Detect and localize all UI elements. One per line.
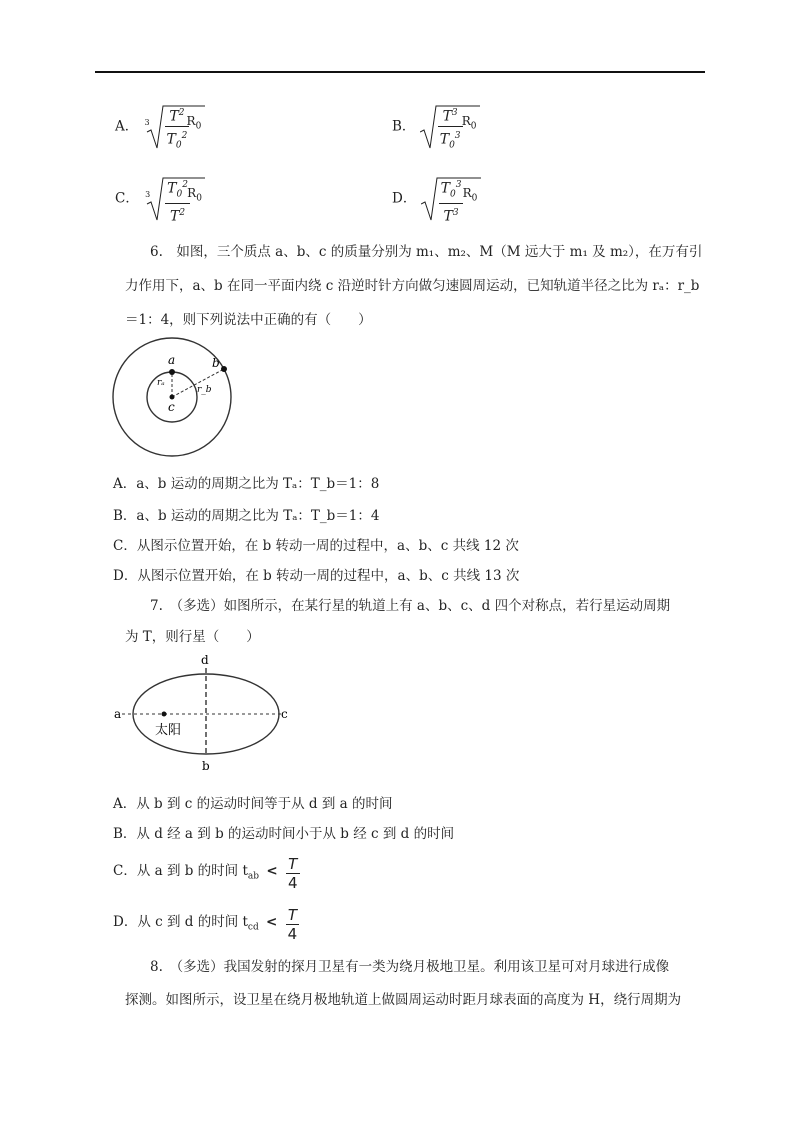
q8-stem-line2: 探测。如图所示，设卫星在绕月极地轨道上做圆周运动时距月球表面的高度为 H，绕行周期为 <box>125 992 682 1008</box>
label-a: a <box>114 707 122 721</box>
label-c: c <box>281 707 288 721</box>
point-b <box>221 366 227 372</box>
q7-option-c: C．从 a 到 b 的时间 $t_{ab}$ < $\frac{T}{4}$ <box>113 855 298 892</box>
q6-stem-line2: 力作用下，a、b 在同一平面内绕 c 沿逆时针方向做匀速圆周运动，已知轨道半径之比为 rₐ：r_b <box>125 278 700 294</box>
header-rule <box>95 71 705 73</box>
sun-point <box>162 712 167 717</box>
q6-stem-line1: 6. 如图，三个质点 a、b、c 的质量分别为 m₁、m₂、M（M 远大于 m₁ 及 m₂），在万有引 <box>150 244 703 260</box>
label-b: b <box>212 356 220 370</box>
q7-stem-line1: 7. （多选）如图所示，在某行星的轨道上有 a、b、c、d 四个对称点，若行星运动周期 <box>150 598 671 614</box>
q7-option-d: D．从 c 到 d 的时间 $t_{cd}$ < $\frac{T}{4}$ <box>113 906 298 943</box>
q6-orbit-figure <box>110 335 240 460</box>
q5-option-c: C． 3 $T_0^2$ $T^2$ $R_0$ <box>115 176 205 222</box>
q5-option-a: A． 3 $T^2$ $T_0^2$ $R_0$ <box>115 104 205 150</box>
q6-option-c: C．从图示位置开始，在 b 转动一周的过程中，a、b、c 共线 12 次 <box>113 538 519 554</box>
label-c: c <box>168 400 175 414</box>
q8-stem-line1: 8. （多选）我国发射的探月卫星有一类为绕月极地卫星。利用该卫星可对月球进行成像 <box>150 959 670 975</box>
q6-option-b: B．a、b 运动的周期之比为 Tₐ：T_b＝1：4 <box>113 508 380 524</box>
point-a <box>169 369 175 375</box>
q7-option-a: A．从 b 到 c 的运动时间等于从 d 到 a 的时间 <box>113 796 393 812</box>
q6-option-d: D．从图示位置开始，在 b 转动一周的过程中，a、b、c 共线 13 次 <box>113 568 520 584</box>
label-b: b <box>202 759 210 773</box>
label-ra: rₐ <box>157 378 165 388</box>
q6-option-a: A．a、b 运动的周期之比为 Tₐ：T_b＝1：8 <box>113 476 380 492</box>
point-c <box>170 395 175 400</box>
q6-stem-line3: ＝1：4，则下列说法中正确的有（ ） <box>125 312 372 328</box>
label-a: a <box>168 353 176 367</box>
root-index: 3 <box>145 190 151 199</box>
q7-stem-line2: 为 T，则行星（ ） <box>125 629 260 645</box>
q5-option-d: D． $T_0^3$ $T^3$ $R_0$ <box>392 176 481 222</box>
root-index: 3 <box>144 118 150 127</box>
label-rb: r_b <box>197 385 212 395</box>
q7-ellipse-figure <box>110 652 300 774</box>
q5-option-b: B． $T^3$ $T_0^3$ $R_0$ <box>392 104 480 150</box>
label-d: d <box>201 653 209 667</box>
q7-option-b: B．从 d 经 a 到 b 的运动时间小于从 b 经 c 到 d 的时间 <box>113 826 455 842</box>
label-sun: 太阳 <box>155 723 182 738</box>
